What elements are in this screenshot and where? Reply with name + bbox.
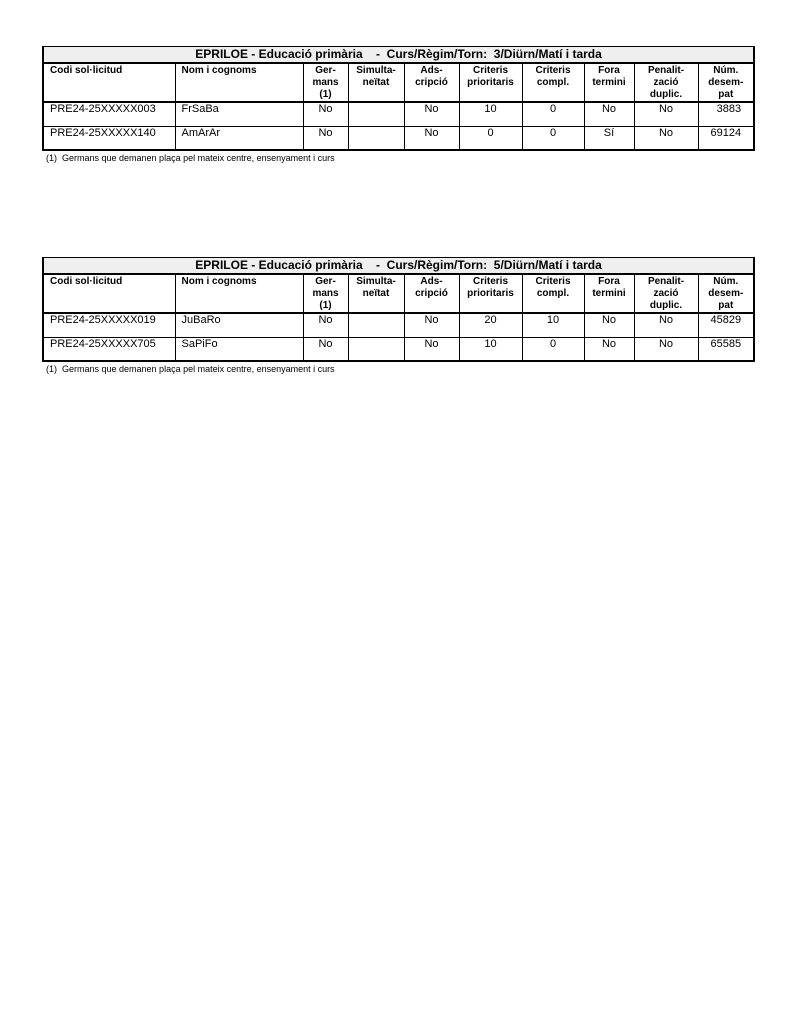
cell-adscripcio: No (404, 126, 459, 150)
footnote: (1) Germans que demanen plaça pel mateix centre, ensenyament i curs (46, 364, 335, 374)
cell-codi: PRE24-25XXXXX705 (43, 337, 175, 361)
header-criteris-prioritaris: Criteris prioritaris (459, 63, 522, 102)
header-penalitzacio-duplic: Penalit- zació duplic. (634, 274, 698, 313)
cell-adscripcio: No (404, 337, 459, 361)
table-header-row (43, 274, 754, 313)
cell-num-desempat: 3883 (698, 102, 754, 126)
cell-adscripcio: No (404, 102, 459, 126)
cell-simultaneitat (348, 126, 404, 150)
footnote: (1) Germans que demanen plaça pel mateix centre, ensenyament i curs (46, 153, 335, 163)
header-nom-cognoms: Nom i cognoms (175, 63, 303, 102)
table-row (43, 337, 754, 361)
cell-nom: JuBaRo (175, 313, 303, 337)
header-germans: Ger- mans (1) (303, 274, 348, 313)
cell-adscripcio: No (404, 313, 459, 337)
header-fora-termini: Fora termini (584, 63, 634, 102)
cell-num-desempat: 65585 (698, 337, 754, 361)
header-germans: Ger- mans (1) (303, 63, 348, 102)
cell-simultaneitat (348, 313, 404, 337)
header-codi-sollicitud: Codi sol·licitud (43, 63, 175, 102)
header-num-desempat: Núm. desem- pat (698, 274, 754, 313)
cell-codi: PRE24-25XXXXX140 (43, 126, 175, 150)
table-row (43, 102, 754, 126)
header-criteris-compl: Criteris compl. (522, 274, 584, 313)
cell-germans: No (303, 337, 348, 361)
cell-criteris-compl: 0 (522, 102, 584, 126)
cell-criteris-compl: 10 (522, 313, 584, 337)
admission-list-course-3 (42, 46, 753, 164)
cell-num-desempat: 45829 (698, 313, 754, 337)
cell-criteris-compl: 0 (522, 337, 584, 361)
cell-germans: No (303, 313, 348, 337)
applications-table (42, 257, 755, 362)
header-criteris-prioritaris: Criteris prioritaris (459, 274, 522, 313)
header-simultaneitat: Simulta- neïtat (348, 274, 404, 313)
cell-criteris-prioritaris: 0 (459, 126, 522, 150)
table-row (43, 126, 754, 150)
table-header-row (43, 63, 754, 102)
header-nom-cognoms: Nom i cognoms (175, 274, 303, 313)
table-title: EPRILOE - Educació primària - Curs/Règim/Torn: 3/Diürn/Matí i tarda (43, 47, 754, 64)
header-criteris-compl: Criteris compl. (522, 63, 584, 102)
cell-penalitzacio: No (634, 102, 698, 126)
cell-fora-termini: No (584, 102, 634, 126)
cell-codi: PRE24-25XXXXX019 (43, 313, 175, 337)
cell-germans: No (303, 126, 348, 150)
cell-germans: No (303, 102, 348, 126)
header-codi-sollicitud: Codi sol·licitud (43, 274, 175, 313)
table-row (43, 313, 754, 337)
cell-criteris-compl: 0 (522, 126, 584, 150)
table-title: EPRILOE - Educació primària - Curs/Règim/Torn: 5/Diürn/Matí i tarda (43, 258, 754, 275)
cell-penalitzacio: No (634, 313, 698, 337)
table-title-row (43, 258, 754, 275)
header-fora-termini: Fora termini (584, 274, 634, 313)
header-adscripcio: Ads- cripció (404, 274, 459, 313)
cell-simultaneitat (348, 337, 404, 361)
admission-list-course-5 (42, 257, 753, 375)
cell-penalitzacio: No (634, 337, 698, 361)
header-num-desempat: Núm. desem- pat (698, 63, 754, 102)
cell-nom: SaPiFo (175, 337, 303, 361)
cell-fora-termini: Sí (584, 126, 634, 150)
cell-simultaneitat (348, 102, 404, 126)
cell-criteris-prioritaris: 10 (459, 102, 522, 126)
cell-nom: FrSaBa (175, 102, 303, 126)
cell-nom: AmArAr (175, 126, 303, 150)
header-simultaneitat: Simulta- neïtat (348, 63, 404, 102)
header-adscripcio: Ads- cripció (404, 63, 459, 102)
table-title-row (43, 47, 754, 64)
cell-codi: PRE24-25XXXXX003 (43, 102, 175, 126)
cell-penalitzacio: No (634, 126, 698, 150)
applications-table (42, 46, 755, 151)
cell-criteris-prioritaris: 10 (459, 337, 522, 361)
header-penalitzacio-duplic: Penalit- zació duplic. (634, 63, 698, 102)
cell-num-desempat: 69124 (698, 126, 754, 150)
cell-criteris-prioritaris: 20 (459, 313, 522, 337)
cell-fora-termini: No (584, 337, 634, 361)
cell-fora-termini: No (584, 313, 634, 337)
